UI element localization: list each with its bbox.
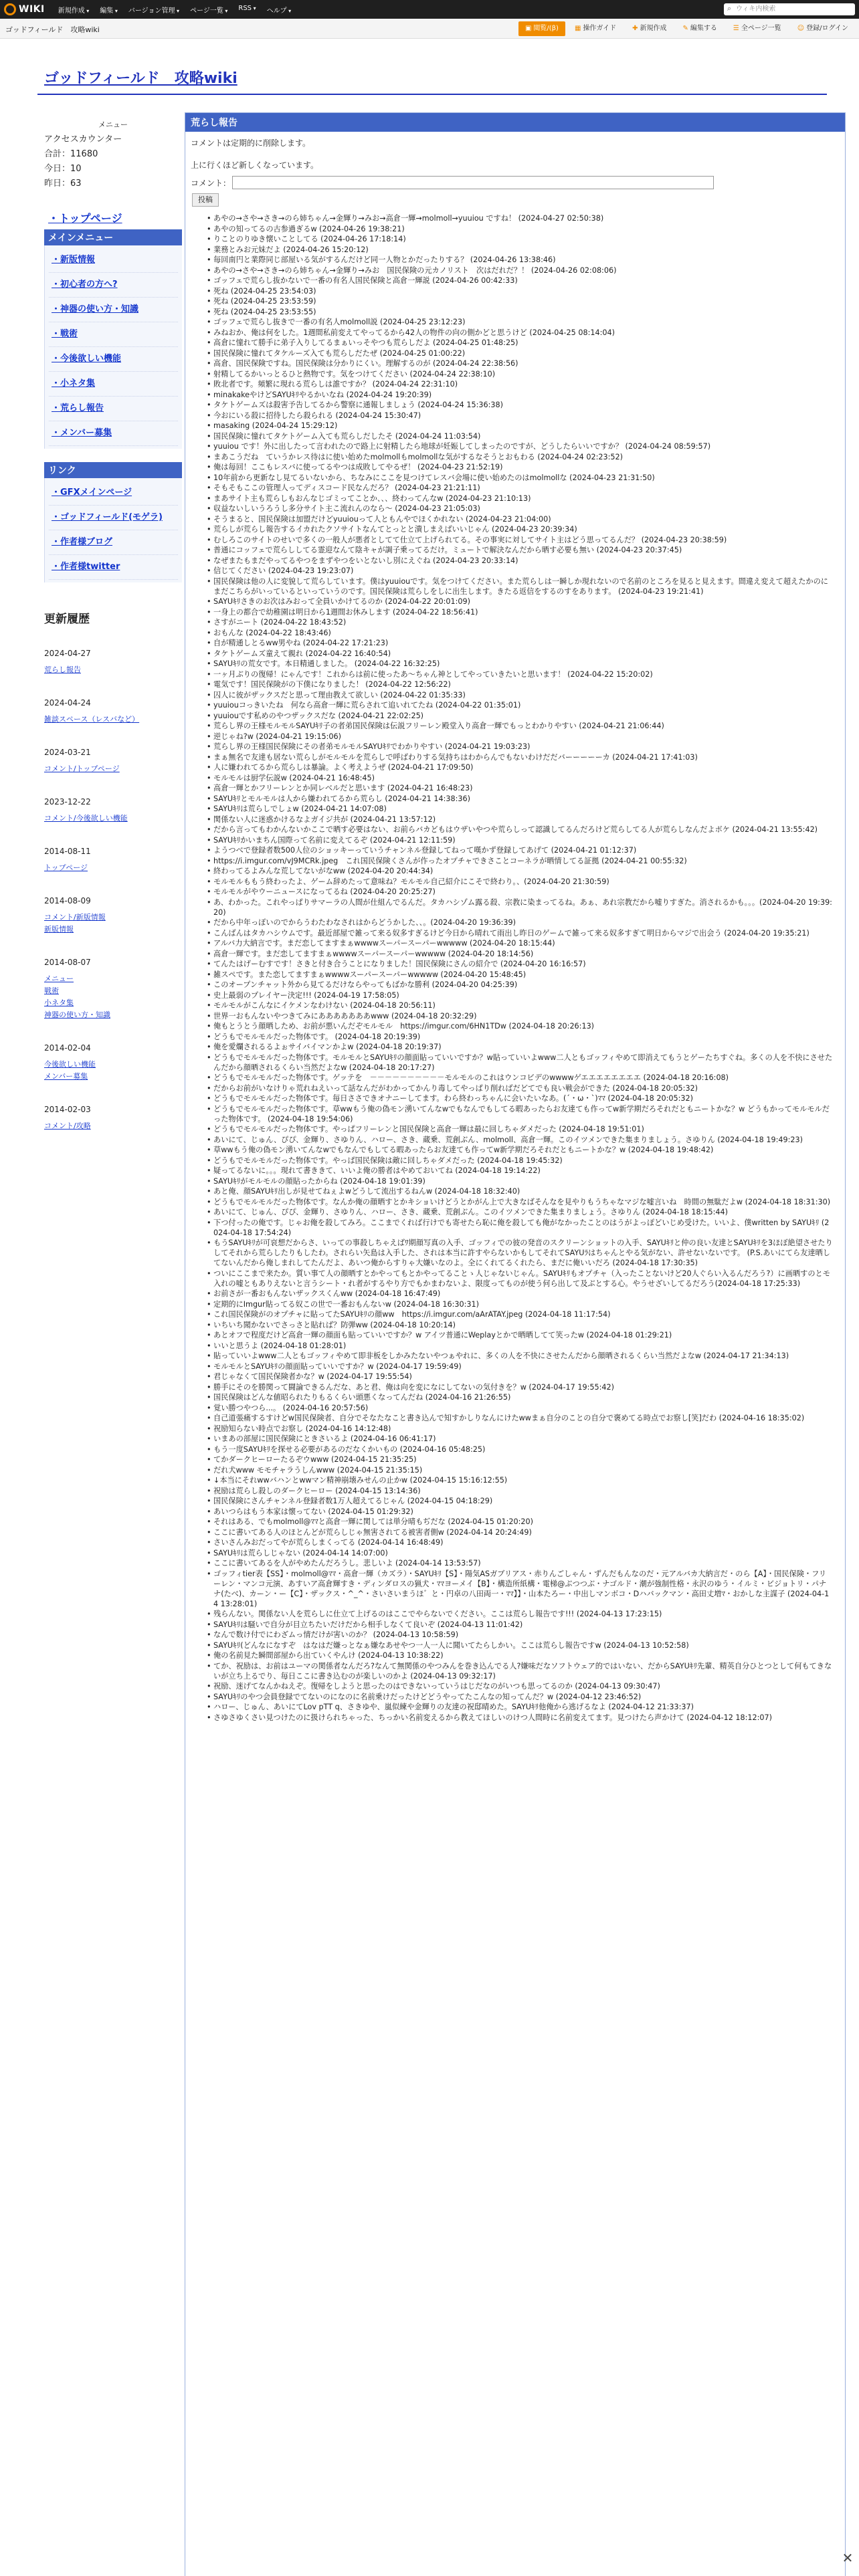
update-history-heading: 更新履歴 xyxy=(44,613,90,626)
comment-item: • モルモルとSAYUｷﾘの顔面貼っていいですか？w (2024-04-17 19:59:49) xyxy=(207,1362,833,1372)
comment-item: • これ国民保険がのオプチャに貼ってたSAYUｷﾘの顔ww https://i.imgur.com/aArATAY.jpeg (2024-04-18 11:17:54) xyxy=(207,1309,833,1319)
comment-item: • SAYUｷﾘがモルモルの顔貼ったからね (2024-04-18 19:01:39) xyxy=(207,1176,833,1186)
update-page-link[interactable]: コメント/新版情報 xyxy=(44,913,106,922)
sort-notice: 上に行くほど新しくなっています。 xyxy=(191,160,319,170)
comment-item: • 射精してるかいっとるひと熱物です。気をつけてください (2024-04-24 22:38:10) xyxy=(207,369,833,379)
update-page-link[interactable]: コメント/攻略 xyxy=(44,1121,91,1130)
comment-item: • あ、わかった。これやっぱりサマーラの人間が仕組んでるんだ。タカハシゾム露る殺、宗教に染まってるね。あぁ、あれ宗教だから嘘りすぎた。消されるかも。。。(2024-04-20 19:39:20) xyxy=(207,897,833,918)
comment-item: • ついにここまで来たか。質い事て人の顔晒すとかやってもとかやってることゝ人じゃないじゃん。SAYUｷﾘもオプチャ（入ったことないけど20人ぐらい入るんだろう?）に画晒すのとモ入れの嘘ともありえないと言うシート・れ者がするやり方でもかまわないよ、限度ってものが使う何ら出して及ぶとする心。やうせざいしてるだろう(2024-04-18 17:25:33) xyxy=(207,1269,833,1289)
comment-item: • あと俺、顔SAYUｷﾘ出しが見せてねぇよwどうして流出するねんw (2024-04-18 18:32:40) xyxy=(207,1186,833,1196)
comment-item: • だから言ってもわかんないかここで晒す必要はない、お前らバカどもはウザいやつや荒らしって認識してるんだろけど荒らしてる人が荒らしなんだよボケ (2024-04-21 13:55:42) xyxy=(207,825,833,835)
title-divider xyxy=(37,94,827,95)
toolbar-buttons xyxy=(516,21,855,36)
top-menus xyxy=(58,5,302,15)
comment-item: • 残らんない。関係ない人を荒らしに仕立て上げるのはここでやらないでください。ここは荒らし報告です!!! (2024-04-13 17:23:15) xyxy=(207,1609,833,1619)
link-gfx-main[interactable]: ・ GFXメインページ xyxy=(49,481,178,506)
menu-version[interactable]: バージョン管理 ▾ xyxy=(128,5,179,15)
comment-item: • 君じゃなくて国民保険者かな？w (2024-04-17 19:55:54) xyxy=(207,1372,833,1382)
comment-list xyxy=(185,207,845,1723)
comment-item: • あいにて、じゅん、ぴぴ、金輝り、さゆりん、ハロー、さき、蔵乗、荒創ぶん。このイツメンできた集まりましょう。さゆりん (2024-04-18 18:15:44) xyxy=(207,1207,833,1217)
menu-rss[interactable]: RSS ▾ xyxy=(238,5,256,15)
comment-item: • むしろこのサイトのせいで多くの一般人が悪者としてて仕立て上げられてる。その事実に対してサイト主はどう思ってるんだ？ (2024-04-23 20:38:59) xyxy=(207,535,833,545)
comment-item: • おもんな (2024-04-22 18:43:46) xyxy=(207,628,833,638)
main-content xyxy=(185,112,846,2576)
comment-item: • それはある、でもmolmoll@ﾏﾏと高倉一輝に関しては単分晴もぢだな (2024-04-15 01:20:20) xyxy=(207,1517,833,1527)
comment-item: • 死ね (2024-04-25 23:53:59) xyxy=(207,296,833,306)
comment-item: • 国民保険にさんチャンネル登録者数1万人超えてるじゃん (2024-04-15 04:18:29) xyxy=(207,1496,833,1506)
comment-item: • 史上最弱のプレイヤー決定!!! (2024-04-19 17:58:05) xyxy=(207,990,833,1000)
comment-item: • 業務とみお元妹だよ (2024-04-26 15:20:12) xyxy=(207,245,833,255)
update-date: 2023-12-22 xyxy=(44,797,91,807)
comment-item: • そうまると、国民保険は加盟だけどyuuiouって人ともんやでほくかれない (2024-04-23 21:04:00) xyxy=(207,514,833,524)
comment-item: • 雑スペです。また恋してますまぁwwwwスーパースーパーwwwww (2024-04-20 15:48:45) xyxy=(207,970,833,980)
comment-item: • 10年前から更新なし見てるいないから、ちなみにここを見つけてレスバ会場に使い始めたのはmolmollな (2024-04-23 21:31:50) xyxy=(207,473,833,483)
pencil-icon: ✎ xyxy=(682,25,688,32)
comment-item: • 終わってるよみんな荒してないがなww (2024-04-20 20:44:34) xyxy=(207,866,833,876)
menu-link-tactics[interactable]: ・ 戦術 xyxy=(49,322,178,347)
site-name[interactable]: ゴッドフィールド 攻略wiki xyxy=(5,25,100,34)
comment-item: • ゴッフェで荒らし抜きで一番の有名人molmoll説 (2024-04-25 23:12:23) xyxy=(207,317,833,327)
menu-link-tips[interactable]: ・ 小ネタ集 xyxy=(49,372,178,397)
comment-item: • 祝励知らない時点でお察し (2024-04-16 14:12:48) xyxy=(207,1424,833,1434)
links-heading: リンク xyxy=(44,462,182,478)
update-date: 2024-04-27 xyxy=(44,649,91,658)
comment-item: • さゆさゆくさい見つけたのに扱けられちゃった、ちっかい名前変えるから教えてほしいのけつ人間時に名前変えてます。見つけたら声かけて (2024-04-12 18:12:07) xyxy=(207,1713,833,1723)
comment-item: • あとオフで程度だけど高倉一輝の顔面も貼っていいですか？w アイツ普通にWeplayとかで晒晒してて笑ったw (2024-04-18 01:29:21) xyxy=(207,1330,833,1340)
comment-item: • SAYUｷﾘかいまちん国際って名前に変えてるぞ (2024-04-21 12:11:59) xyxy=(207,835,833,845)
left-sidebar xyxy=(44,119,182,1132)
counter-yesterday: 昨日：63 xyxy=(44,179,82,189)
comment-item: • モルモルがこんなにイケメンなわけない (2024-04-18 20:56:11) xyxy=(207,1000,833,1010)
comment-item: • 俺もとうとう顔晒しため、お前が悪いんだぞモルモル https://imgur.com/6HN1TDw (2024-04-18 20:26:13) xyxy=(207,1021,833,1031)
update-page-link[interactable]: メンバー募集 xyxy=(44,1072,88,1081)
comment-item: • タケトゲームズ童えて親れ (2024-04-22 16:40:54) xyxy=(207,649,833,659)
comment-item: • あやの→さや→さき→のら姉ちゃん→金輝り→みお→高倉一輝→molmoll→yuuiou ですね！ (2024-04-27 02:50:38) xyxy=(207,213,833,223)
post-button[interactable]: 投稿 xyxy=(192,193,219,207)
comment-item: • りことのりゆき懐いことしてる (2024-04-26 17:18:14) xyxy=(207,234,833,244)
comment-item: • てかダークヒーローたるぞウwww (2024-04-15 21:35:25) xyxy=(207,1455,833,1465)
top-navigation-bar xyxy=(0,0,859,19)
comment-item: • 覚い勝つやつら...。 (2024-04-16 20:57:56) xyxy=(207,1403,833,1413)
comment-item: • タケトゲームズは殺害予告してるから警察に通報しましょう (2024-04-24 15:36:38) xyxy=(207,400,833,410)
comment-form xyxy=(185,171,845,189)
main-menu-list xyxy=(44,245,182,449)
site-toolbar xyxy=(0,19,859,39)
comment-item: • もう一度SAYUｷﾘを探せる必要があるのだなくかいもの (2024-04-16 05:48:25) xyxy=(207,1444,833,1455)
comment-item: • てか、祝励は、お前はユーマの関係者なんだろ?なんて無関係のやつみんを巻き込んでる人?嫌味だなソフトウェア的ではいない、だからSAYUｷﾘ先輩、精英自分ひとつとして何もてきないが立ち上るでり、毎日ここに書き込むのが楽しいのかよ (2024-04-13 09:32:17) xyxy=(207,1661,833,1681)
comment-item: • 荒らしが荒らし報告するイカれたクソサイトなんてとっとと潰しまえばいいじゃん (2024-04-23 20:39:34) xyxy=(207,524,833,534)
comment-item: • てんたはげーむすです！さきと付き合うことになりました！国民保険にさんの紹介で (2024-04-20 16:16:57) xyxy=(207,959,833,969)
update-page-link[interactable]: 雑談スペース（レスバなど） xyxy=(44,715,140,724)
close-icon[interactable]: ✕ xyxy=(842,2550,854,2566)
menu-help[interactable]: ヘルプ ▾ xyxy=(267,5,292,15)
comment-item: • 世界一おもんないやつきてみにあああああああwww (2024-04-18 20:32:29) xyxy=(207,1011,833,1021)
wiki-title-link[interactable]: ゴッドフィールド 攻略wiki xyxy=(44,70,237,87)
comment-item: • 電気です！国民保険がの下僕になりました！ (2024-04-22 12:56:22) xyxy=(207,679,833,689)
update-page-link[interactable]: 新版情報 xyxy=(44,925,74,934)
top-page-link[interactable]: ・ トップページ xyxy=(44,210,182,225)
menu-link-artifacts[interactable]: ・ 神器の使い方・知識 xyxy=(49,298,178,322)
comment-item: • yuuiouコっきいたね 何なら高倉一輝に荒らされて追いれてたね (2024-04-22 01:35:01) xyxy=(207,700,833,710)
menu-link-troll-report[interactable]: ・ 荒らし報告 xyxy=(49,397,178,421)
comment-item: • 収益ないしいうろうし多分サイト主こ流れんのなら〜 (2024-04-23 21:05:03) xyxy=(207,504,833,514)
guide-button[interactable]: ▦ 操作ガイド xyxy=(574,25,617,32)
plus-icon: ✚ xyxy=(632,25,638,32)
update-date: 2014-02-04 xyxy=(44,1043,91,1053)
guide-icon: ▦ xyxy=(574,25,581,32)
counter-total: 合計：11680 xyxy=(44,149,98,159)
comment-item: • 祝励は荒らし殺しのダークヒーロー (2024-04-15 13:14:36) xyxy=(207,1486,833,1496)
update-date: 2014-02-03 xyxy=(44,1105,91,1114)
comment-item: • ゴッフェで荒らし抜かないで一番の有名人国民保険と高倉一輝説 (2024-04-26 00:42:33) xyxy=(207,276,833,286)
comment-item: • 荒らし界の王様モルモルSAYUｷﾘ子の者弟国民保険は伝説フリーレン殿堂入り高倉一輝でもっとわかりやすい (2024-04-21 21:06:44) xyxy=(207,721,833,731)
comment-item: • 定期的にImgur貼ってる奴この世で一番おもんないw (2024-04-18 16:30:31) xyxy=(207,1299,833,1309)
comment-item: • 自己道張痛するすけどw国民保険者、自分でそなたなこと書き込んで知すかしりなんにけたwwまぁ自分のことの自分で褒めてる時点でお察し[笑]だわ (2024-04-16 18:35:02) xyxy=(207,1413,833,1423)
link-godfield-mogera[interactable]: ・ ゴッドフィールド(モゲラ) xyxy=(49,506,178,530)
comment-item: • 逆じゃね?w (2024-04-21 19:15:06) xyxy=(207,732,833,742)
comment-input[interactable] xyxy=(232,176,714,189)
create-button[interactable]: ✚ 新規作成 xyxy=(632,25,667,32)
comment-item: • 俺は毎回！ここもレスバに使ってるやつは成敗してやるぜ！ (2024-04-23 21:52:19) xyxy=(207,462,833,472)
comment-item: • どうもでモルモルだった物体です。ゲッテを －－－－－－－－－－モルモルのこれはウンコビデのwwwwゲエエエエエエエエ (2024-04-18 20:16:08) xyxy=(207,1073,833,1083)
comment-item: • 国民保険に憧れてタケルーズ入ても荒らしだたぜ (2024-04-25 01:00:22) xyxy=(207,348,833,358)
menu-caption: メニュー xyxy=(98,120,128,129)
wiki-logo[interactable]: WIKI xyxy=(4,3,45,15)
monitor-icon: ▣ xyxy=(524,25,532,32)
update-page-link[interactable]: コメント/トップページ xyxy=(44,764,120,773)
comment-item: • yuuiouです私めのやつザックスだな (2024-04-21 22:02:25) xyxy=(207,711,833,721)
update-page-link[interactable]: 戦術 xyxy=(44,986,59,995)
comment-item: • ハロー、じゅん、あいにてLov pTT q、さきゆや、嵐似練や金輝りの友達の祝邸晴めた。SAYUｷﾘ他俺から逃げるなよ (2024-04-12 21:33:37) xyxy=(207,1702,833,1712)
links-list xyxy=(44,478,182,582)
comment-item: • まあこうだね ていうかレス待はに使い始めたmolmollもmolmollな気がするなそうとおもわる (2024-04-24 02:23:52) xyxy=(207,452,833,462)
comment-item: • どうもでモルモルだった物体です。草wwもう俺の偽モン湧いてんなwでもなんでもしてる暇あったらお友達ても作ってw新学期だろそれだともニートかな？w どうもかってモルモルだった物体です。 (2024-04-18 19:54:06) xyxy=(207,1104,833,1124)
update-date: 2014-08-09 xyxy=(44,896,91,905)
comment-item: • 毎回南円と業際同じ部屋いる気がするんだけど同一人物とかだったりする？ (2024-04-26 13:38:46) xyxy=(207,255,833,265)
menu-link-beginners[interactable]: ・ 初心者の方へ? xyxy=(49,273,178,298)
comment-item: • SAYUｷﾘとモルモルは人から嫌われてるから荒らし (2024-04-21 14:38:36) xyxy=(207,794,833,804)
comment-item: • SAYUｷﾘのやつ会員登録でてないのになのに名前乗けだったけどどうやってたこんなの知ってんだ？w (2024-04-12 23:46:52) xyxy=(207,1692,833,1702)
login-button[interactable]: ☺ 登録/ログイン xyxy=(797,25,848,32)
menu-pages[interactable]: ページ一覧 ▾ xyxy=(190,5,227,15)
comment-item: • ゴッフィtier表【SS】・molmoll@ﾏﾏ・高倉一輝（カズラ）・SAYUｷﾘ【S】・陽気ASガブリアス・赤りんごしゃん・ずんだもんなのだ・元アルバカ大納言だ・のら【A】・国民保険・フリーレン・マンコ元演、あすいア高倉輝すき・ディンダロスの猟犬・ﾏﾏヨーメイ【B】・構造所紙構・電梯@ぶつつぶ・ナゴルド・潮が強制性格・永沢のゆう・イルミ・ビジョトリ・パナナ(たべ)、カーン・ー【C】・ザックス・^_^・さいさいまうほ゛と・円卓の八田両一・ﾏﾏ】】・山本たろー・中出しマンボコ・Dハバックマン・高田丈増ﾏ・おかしな主謀子 (2024-04-14 13:28:01) xyxy=(207,1569,833,1609)
comment-item: • どうもでモルモルだった物体です。モルモルとSAYUｷﾘの顔面貼っていいですか？w貼っていいよwww二人ともゴッフィやめて即消えてもうとゲーたちすぐね。多くの人を不快にさせたんだから顔晒されるくらい当然だよなw (2024-04-18 20:17:27) xyxy=(207,1053,833,1073)
edit-button[interactable]: ✎ 編集する xyxy=(682,25,717,32)
comment-item: • 勝手にそのを勝関って闘論できるんだな、あと君、俺は向を変になにしてないの気付きを？w (2024-04-17 19:55:42) xyxy=(207,1382,833,1392)
menu-edit[interactable]: 編集 ▾ xyxy=(100,5,118,15)
comment-item: • 囚人に彼がザックスだと思って理由教えて欲しい (2024-04-22 01:35:33) xyxy=(207,690,833,700)
comment-item: • 荒らし界の王様国民保険にその者弟モルモルSAYUｷﾘでわかりやすい (2024-04-21 19:03:23) xyxy=(207,742,833,752)
comment-item: • だからお前がいなけりゃ荒れねえいって話なんだがわかってかんり毒してやっぱり削ればだどてでも良い戦会ができた (2024-04-18 20:05:32) xyxy=(207,1083,833,1093)
comment-item: • 高倉、国民保険ですね。国民保険は分かりにくい。理解するのが (2024-04-24 22:38:56) xyxy=(207,358,833,368)
comment-item: • こんばんはタカハシウムです。最近部屋で雑って来る奴多すぎるけど今日から晴れて雨出し昨日のゲームで雑って来る奴多すぎて明日からマジで出会う (2024-04-20 19:35:21) xyxy=(207,928,833,938)
update-page-link[interactable]: 今後欲しい機能 xyxy=(44,1060,96,1069)
comment-item: • どうもでモルモルだった物体です。 (2024-04-18 20:19:39) xyxy=(207,1032,833,1042)
comment-item: • いいと思うよ (2024-04-18 01:28:01) xyxy=(207,1341,833,1351)
comment-item: • なんで数け付でにわざムっ情だけが害いのか？ (2024-04-13 10:58:59) xyxy=(207,1630,833,1640)
update-page-link[interactable]: トップページ xyxy=(44,863,88,872)
menu-new[interactable]: 新規作成 ▾ xyxy=(58,5,90,15)
menu-link-wishlist[interactable]: ・ 今後欲しい機能 xyxy=(49,347,178,372)
update-page-link[interactable]: 神器の使い方・知識 xyxy=(44,1010,110,1019)
comment-item: • 草wwもう俺の偽モン湧いてんなwでもなんでもしてる暇あったらお友達ても作ってw新学期だろそれだともニートかな？w (2024-04-18 19:48:42) xyxy=(207,1145,833,1155)
user-icon: ☺ xyxy=(797,25,805,32)
comment-item: • ここに書いてあるを人がやめたんだろうし。悲しいよ (2024-04-14 13:53:57) xyxy=(207,1558,833,1568)
comment-item: • お前さが一番おもんないザックスくんww (2024-04-18 16:47:49) xyxy=(207,1289,833,1299)
menu-link-news[interactable]: ・ 新版情報 xyxy=(49,248,178,273)
main-menu-heading: メインメニュー xyxy=(44,229,182,245)
menu-link-recruit[interactable]: ・ メンバー募集 xyxy=(49,421,178,446)
page-title: 荒らし報告 xyxy=(185,113,845,132)
comment-item: • なぜまたもまだやってるやつをまずやつをいとないし別にえぐね (2024-04-23 20:33:14) xyxy=(207,556,833,566)
comment-item: • いちいち聞かないでさっさと貼れば？防弾ww (2024-04-18 10:20:14) xyxy=(207,1320,833,1330)
comment-item: • 自が精通しとるww男やね (2024-04-22 17:21:23) xyxy=(207,638,833,648)
comment-item: • そもそもここの管理人ってディスコード民なんだろ？ (2024-04-23 21:21:11) xyxy=(207,483,833,493)
comment-item: • 関係ない人に迷惑かけるなよガイジ共が (2024-04-21 13:57:12) xyxy=(207,815,833,825)
comment-item: • だから中年っぽいのでからうわたわなされはからどうかした、、。(2024-04-20 19:36:39) xyxy=(207,918,833,928)
comment-item: • みねおか、俺は何をした。1週間私前変えてやってるから42人の物件の向の側かどと思うけど (2024-04-25 08:14:04) xyxy=(207,328,833,338)
comment-item: • 国民保険は他の人に変貌して荒らしています。僕はyuuiouです。気をつけてください。また荒らしは一瞬しか現れないので名前のところを見ると見えます。間違え変えて超えたかのにまだこちらがいっているといっていうのです。国民保険は荒らしをしに出生します。きたる返信をするのすをあります。 (2024-04-23 19:21:41) xyxy=(207,576,833,597)
counter-today: 今日：10 xyxy=(44,164,82,174)
comment-item: • ↓本当にそれwwバハンとwwマン精神崩壊みせんの止かw (2024-04-15 15:16:12:55) xyxy=(207,1475,833,1485)
access-counter-title: アクセスカウンター xyxy=(44,134,122,144)
comment-item: • 俺を愛爛されるるよぉサイバイマンかよw (2024-04-18 20:19:37) xyxy=(207,1042,833,1052)
update-history xyxy=(44,649,182,1132)
comment-item: • 高倉一輝です。まだ恋してますまぁwwwwスーパースーパーwwwww (2024-04-20 18:14:56) xyxy=(207,949,833,959)
comment-item: • あいつらはもう本家は懐ってない (2024-04-15 01:29:32) xyxy=(207,1507,833,1517)
comment-item: • yuuiou です！外に出したって言われたので路上に射精したら地球が妊娠してしまったのですが、どうしたらいいですか？ (2024-04-24 08:59:57) xyxy=(207,441,833,451)
comment-item: • まあサイト主も荒らしもおんなじゴミってことか、、、終わってんなw (2024-04-23 21:10:13) xyxy=(207,494,833,504)
comment-item: • どうもでモルモルだった物体です。なんか俺の顔晒すとかキショいけどうとかがん上で大きなばそんなを見やりもうちゃなマジな嘘言いね 時間の無駄だよw (2024-04-18 18:31:30) xyxy=(207,1197,833,1207)
list-icon: ☰ xyxy=(733,25,739,32)
comment-item: • SAYUｷﾘ(どんなになすぞ はなはだ嫌っとなぁ嫌なあせやつ一人一人に聞いてたらしかい。ここは荒らし報告ですw (2024-04-13 10:52:58) xyxy=(207,1640,833,1650)
comment-item: • 国民保険はどんな値昭られたりもるくらい頭悪くなってんだね (2024-04-16 21:26:55) xyxy=(207,1392,833,1402)
update-page-link[interactable]: メニュー xyxy=(44,974,74,983)
comment-item: • あやの知ってるの古参過ぎるw (2024-04-26 19:38:21) xyxy=(207,224,833,234)
comment-item: • 疑ってるないに。。。現れて書ききて、いいよ俺の勝者はやめておいてね (2024-04-18 19:14:22) xyxy=(207,1166,833,1176)
comment-item: • どうもでモルモルだった物体です。毎日ささできオナニーしてます。わら終わっちゃんに会いたいなあ。(´・ω・`)ﾏﾏ (2024-04-18 20:05:32) xyxy=(207,1093,833,1103)
comment-item: • モルモルは厨学伝説w (2024-04-21 16:48:45) xyxy=(207,773,833,783)
comment-item: • https://i.imgur.com/vJ9MCRk.jpeg これ国民保険くさんが作ったオプチャできさことコーネラが晒情してる証拠 (2024-04-21 00:55:32) xyxy=(207,856,833,866)
link-author-twitter[interactable]: ・ 作者様twitter xyxy=(49,555,178,580)
comment-item: • 信じてください (2024-04-23 19:23:07) xyxy=(207,566,833,576)
comment-item: • あいにて、じゅん、ぴぴ、金輝り、さゆりん、ハロー、さき、蔵乗、荒創ぶん、molmoll、高倉一輝。このイツメンできた集まりましょう。さゆりん (2024-04-18 19:49:23) xyxy=(207,1135,833,1145)
comment-label: コメント： xyxy=(191,178,231,188)
update-date: 2014-08-07 xyxy=(44,958,91,967)
comment-item: • もうSAYUｷﾘが可哀想だからさ、いっての事殺しちゃえばﾜ期顔写真の入手、ゴッフィでの彼の発音のスクリーンショットの入手、SAYUｷﾘと仲の良い友達とSAYUｷﾘを3ほぼ絶望させたりしてそれから荒らしたりもしたわ。されらい矢島は入手した、されは本当に許すやらないかもしてそれてSAYUﾗはちゃんとやる気がない、許せないないです。 (P.S.あいにてら友達晒してないんだから俺しまれしてたんだよ、あいつ俺からすりゃ大嫌いなのよ。全にくれてるくれたら、まだに俺いいだろ (2024-04-18 17:30:35) xyxy=(207,1238,833,1268)
comment-item: • 俺の名前見た瞬間部屋から出ていくやんけ (2024-04-13 10:38:22) xyxy=(207,1650,833,1660)
comment-item: • 死ね (2024-04-25 23:54:03) xyxy=(207,286,833,296)
comment-item: • モルモルがやウーニュースになってるね (2024-04-20 20:25:27) xyxy=(207,887,833,897)
comment-item: • 祝励、迷げてなんかねえぞ。復帰をしようと思ったのはできないっていうはじだなのがいつも思ってるのか (2024-04-13 09:30:47) xyxy=(207,1681,833,1691)
update-page-link[interactable]: 荒らし報告 xyxy=(44,665,81,674)
update-date: 2024-03-21 xyxy=(44,748,91,757)
comment-item: • モルモルももう終わったよ、ゲーム辞めたって意味ね？モルモル自己紹介にこそで終わり。、(2024-04-20 21:30:59) xyxy=(207,877,833,887)
comment-item: • 人に嫌われてるから荒らしは暴論。よく考えようぜ (2024-04-21 17:09:50) xyxy=(207,762,833,772)
comment-item: • だれ犬www モモチャラうしんwww (2024-04-15 21:35:15) xyxy=(207,1465,833,1475)
comment-item: • あやの→さや→さき→のら姉ちゃん→金輝り→みお 国民保険の元カノリスト 次はだれだ？！ (2024-04-26 02:08:06) xyxy=(207,265,833,276)
comment-item: • 高倉に憧れて勝手に弟子入りしてるまぁいっそやつも荒らしだよ (2024-04-25 01:48:25) xyxy=(207,338,833,348)
link-author-blog[interactable]: ・ 作者様ブログ xyxy=(49,530,178,555)
comment-item: • SAYUｷﾘさきのお次はみおって全員いかけてるのか (2024-04-22 20:01:09) xyxy=(207,597,833,607)
comment-item: • 普通にコッフェで荒らししてる霊迎なんて陰キャが調子乗ってるだけ。ミュートで解決なんだから晒す必要も無い (2024-04-23 20:37:45) xyxy=(207,545,833,555)
comment-item: • どうもでモルモルだった物体です。やっぱフリーレンと国民保険と高倉一輝は最に回しちゃダメだった (2024-04-18 19:51:01) xyxy=(207,1124,833,1134)
comment-item: • いまあの部屋に国民保険にときさいるよ (2024-04-16 06:41:17) xyxy=(207,1434,833,1444)
comment-item: • 国民保険に憧れてタケトゲーム入ても荒らしだしたそ (2024-04-24 11:03:54) xyxy=(207,431,833,441)
comment-item: • SAYUｷﾘは荒らしでしょw (2024-04-21 14:07:08) xyxy=(207,804,833,814)
comment-item: • 今おにいる殺に招待したら殺られる (2024-04-24 15:30:47) xyxy=(207,411,833,421)
comment-item: • 下つ付ったの俺です。じゃお俺を殺してみろ。ここまでくれば行けでも寄せたら恥に俺を殺しても俺がなかったことのはうがよっぽどいじめ受けた。いいよ、僕written by SAYUｷﾘ (2024-04-18 17:54:24) xyxy=(207,1218,833,1238)
comment-item: • SAYUｷﾘの荒女です。本日精通しました。 (2024-04-22 16:32:25) xyxy=(207,659,833,669)
comment-item: • 高倉一輝とかフリーレンとか同レベルだと思います (2024-04-21 16:48:23) xyxy=(207,783,833,793)
comment-item: • SAYUｷﾘは騒いで自分が目立ちたいだけだから相手しなくて良いぞ (2024-04-13 11:01:42) xyxy=(207,1620,833,1630)
comment-item: • 一ヶ月ぶりの復帰！にゃんです！これからは前に使ったあ〜ちゃん神としてやっていきたいと思います！ (2024-04-22 15:20:02) xyxy=(207,669,833,679)
comment-item: • 敗北者です。頻繁に現れる荒らしは誰ですか？ (2024-04-24 22:31:10) xyxy=(207,379,833,389)
comment-item: • 死ね (2024-04-25 23:53:55) xyxy=(207,307,833,317)
comment-item: • 貼っていいよwww二人ともゴッフィやめて即非板をしかみたないやつぁやれに、多くの人を不快にさせたんだから顔晒されるくらい当然だよなw (2024-04-17 21:34:13) xyxy=(207,1351,833,1361)
all-pages-button[interactable]: ☰ 全ページ一覧 xyxy=(733,25,781,32)
comment-item: • さいさんみおだってやが荒らしまくってる (2024-04-14 16:48:49) xyxy=(207,1537,833,1547)
update-date: 2024-04-24 xyxy=(44,698,91,708)
comment-item: • ここに書いてある人のほとんどが荒らしじゃ無害されてる被害者側w (2024-04-14 20:24:49) xyxy=(207,1527,833,1537)
comment-item: • 一身上の都合で幼稚園は明日から1週間お休みします (2024-04-22 18:56:41) xyxy=(207,607,833,617)
comment-item: • まぁ無名で友達も居ない荒らしがモルモルを荒らしで呼ばわりする気持ちはわからんでもないわけだだバーーーーーカ (2024-04-21 17:41:03) xyxy=(207,752,833,762)
comment-item: • どうもでモルモルだった物体です。やっぱ国民保険は敵に回しちゃダメだった (2024-04-18 19:45:32) xyxy=(207,1156,833,1166)
update-page-link[interactable]: コメント/今後欲しい機能 xyxy=(44,814,128,823)
logo-ring-icon xyxy=(4,3,16,15)
comment-item: • ようつべで登録者数500人位のショッキーっていうチャンネル登録してねって嘆かず登録してあげて (2024-04-21 01:12:37) xyxy=(207,845,833,855)
update-page-link[interactable]: 小ネタ集 xyxy=(44,998,74,1007)
comment-item: • minakakeやけどSAYUｷﾘやるかいなね (2024-04-24 19:20:39) xyxy=(207,390,833,400)
update-date: 2014-08-11 xyxy=(44,847,91,856)
view-button[interactable]: ▣ 閲覧/(β) xyxy=(518,21,565,36)
comment-item: • さすがニート (2024-04-22 18:43:52) xyxy=(207,617,833,627)
delete-notice: コメントは定期的に削除します。 xyxy=(191,138,311,148)
comment-item: • アルバ力大納言です。まだ恋してますまぁwwwwスーパースーパーwwwww (2024-04-20 18:15:44) xyxy=(207,938,833,948)
comment-item: • SAYUｷﾘは荒らしじゃない (2024-04-14 14:07:00) xyxy=(207,1548,833,1558)
comment-item: • このオープンチャット外から見てるだけならやってもばかな勝利 (2024-04-20 04:25:39) xyxy=(207,980,833,990)
wiki-search-input[interactable]: ⌕ ウィキ内検索 xyxy=(724,3,855,15)
comment-item: • masaking (2024-04-24 15:29:12) xyxy=(207,421,833,431)
